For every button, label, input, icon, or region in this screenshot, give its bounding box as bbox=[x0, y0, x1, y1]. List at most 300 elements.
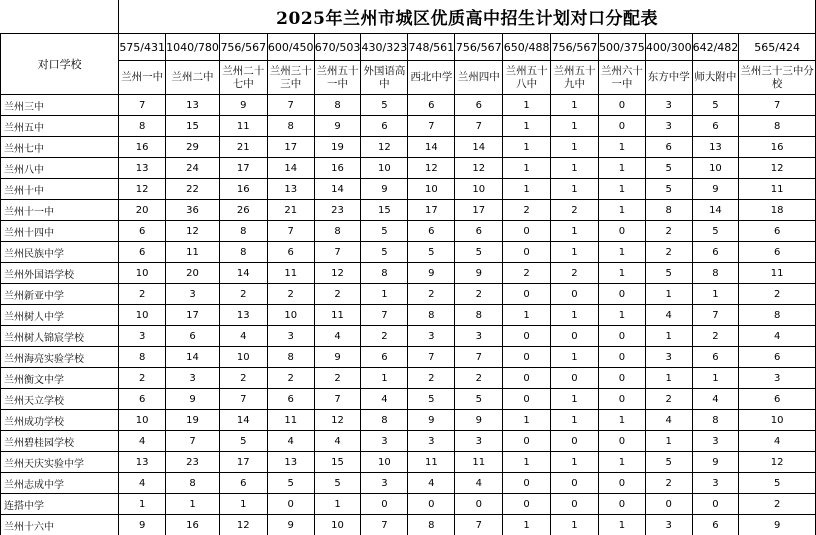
allocation-cell: 7 bbox=[361, 305, 408, 326]
school-name-cell: 兰州十四中 bbox=[1, 221, 119, 242]
allocation-cell: 12 bbox=[739, 452, 816, 473]
allocation-cell: 14 bbox=[219, 263, 267, 284]
allocation-rows bbox=[1, 95, 816, 535]
allocation-cell: 6 bbox=[739, 242, 816, 263]
allocation-cell: 7 bbox=[219, 389, 267, 410]
allocation-cell: 4 bbox=[314, 326, 361, 347]
allocation-cell: 10 bbox=[119, 263, 166, 284]
allocation-cell: 1 bbox=[598, 305, 645, 326]
allocation-cell: 8 bbox=[645, 200, 692, 221]
allocation-cell: 5 bbox=[645, 452, 692, 473]
allocation-cell: 14 bbox=[408, 137, 455, 158]
allocation-cell: 3 bbox=[361, 473, 408, 494]
allocation-cell: 7 bbox=[267, 221, 314, 242]
allocation-cell: 1 bbox=[551, 158, 599, 179]
allocation-cell: 15 bbox=[314, 452, 361, 473]
allocation-cell: 4 bbox=[739, 431, 816, 452]
allocation-cell: 12 bbox=[408, 158, 455, 179]
allocation-cell: 2 bbox=[645, 473, 692, 494]
allocation-cell: 29 bbox=[166, 137, 220, 158]
allocation-cell: 0 bbox=[503, 431, 551, 452]
allocation-cell: 9 bbox=[267, 515, 314, 535]
allocation-cell: 3 bbox=[739, 368, 816, 389]
allocation-cell: 8 bbox=[219, 221, 267, 242]
allocation-cell: 18 bbox=[739, 200, 816, 221]
allocation-cell: 1 bbox=[503, 158, 551, 179]
allocation-cell: 4 bbox=[692, 389, 739, 410]
allocation-cell: 0 bbox=[551, 284, 599, 305]
allocation-cell: 0 bbox=[408, 494, 455, 515]
allocation-cell: 1 bbox=[598, 515, 645, 535]
table-row bbox=[1, 284, 816, 305]
allocation-cell: 17 bbox=[455, 200, 503, 221]
quota-cell: 500/375 bbox=[598, 34, 645, 61]
allocation-cell: 6 bbox=[166, 326, 220, 347]
quota-cell: 650/488 bbox=[503, 34, 551, 61]
corner-label: 对口学校 bbox=[1, 34, 119, 95]
allocation-cell: 9 bbox=[166, 389, 220, 410]
allocation-cell: 10 bbox=[692, 158, 739, 179]
allocation-cell: 1 bbox=[598, 410, 645, 431]
allocation-cell: 8 bbox=[119, 347, 166, 368]
allocation-cell: 1 bbox=[503, 179, 551, 200]
allocation-cell: 0 bbox=[598, 95, 645, 116]
allocation-cell: 1 bbox=[645, 326, 692, 347]
allocation-cell: 17 bbox=[219, 158, 267, 179]
allocation-cell: 14 bbox=[692, 200, 739, 221]
allocation-cell: 2 bbox=[314, 284, 361, 305]
title-blank-cell bbox=[1, 0, 119, 34]
allocation-cell: 9 bbox=[455, 410, 503, 431]
allocation-cell: 9 bbox=[408, 263, 455, 284]
allocation-cell: 11 bbox=[267, 410, 314, 431]
allocation-cell: 0 bbox=[503, 347, 551, 368]
allocation-cell: 11 bbox=[455, 452, 503, 473]
allocation-cell: 12 bbox=[219, 515, 267, 535]
high-school-name: 东方中学 bbox=[645, 61, 692, 95]
allocation-cell: 7 bbox=[314, 389, 361, 410]
table-row bbox=[1, 368, 816, 389]
allocation-cell: 12 bbox=[166, 221, 220, 242]
allocation-cell: 11 bbox=[739, 263, 816, 284]
allocation-cell: 4 bbox=[119, 473, 166, 494]
allocation-cell: 1 bbox=[503, 116, 551, 137]
school-name-cell: 兰州海亮实验学校 bbox=[1, 347, 119, 368]
allocation-cell: 10 bbox=[361, 158, 408, 179]
allocation-cell: 0 bbox=[503, 284, 551, 305]
allocation-cell: 17 bbox=[267, 137, 314, 158]
allocation-cell: 11 bbox=[314, 305, 361, 326]
allocation-cell: 6 bbox=[455, 221, 503, 242]
allocation-cell: 4 bbox=[645, 305, 692, 326]
quota-cell: 1040/780 bbox=[166, 34, 220, 61]
allocation-cell: 1 bbox=[551, 221, 599, 242]
allocation-cell: 4 bbox=[645, 410, 692, 431]
allocation-cell: 0 bbox=[455, 494, 503, 515]
quota-cell: 600/450 bbox=[267, 34, 314, 61]
allocation-cell: 6 bbox=[361, 347, 408, 368]
allocation-cell: 6 bbox=[739, 221, 816, 242]
allocation-cell: 10 bbox=[455, 179, 503, 200]
allocation-cell: 20 bbox=[119, 200, 166, 221]
allocation-cell: 2 bbox=[119, 368, 166, 389]
allocation-cell: 5 bbox=[361, 242, 408, 263]
allocation-cell: 3 bbox=[692, 473, 739, 494]
allocation-cell: 1 bbox=[551, 452, 599, 473]
allocation-cell: 14 bbox=[455, 137, 503, 158]
school-name-cell: 兰州志成中学 bbox=[1, 473, 119, 494]
allocation-cell: 8 bbox=[408, 305, 455, 326]
allocation-cell: 8 bbox=[219, 242, 267, 263]
allocation-cell: 13 bbox=[267, 179, 314, 200]
allocation-cell: 2 bbox=[314, 368, 361, 389]
school-name-cell: 兰州衡文中学 bbox=[1, 368, 119, 389]
allocation-cell: 9 bbox=[692, 452, 739, 473]
allocation-cell: 16 bbox=[166, 515, 220, 535]
allocation-cell: 0 bbox=[503, 494, 551, 515]
allocation-cell: 3 bbox=[408, 326, 455, 347]
allocation-cell: 19 bbox=[166, 410, 220, 431]
allocation-cell: 19 bbox=[314, 137, 361, 158]
allocation-cell: 8 bbox=[692, 410, 739, 431]
allocation-cell: 1 bbox=[503, 410, 551, 431]
quota-cell: 575/431 bbox=[119, 34, 166, 61]
allocation-cell: 6 bbox=[739, 389, 816, 410]
allocation-cell: 13 bbox=[166, 95, 220, 116]
allocation-cell: 1 bbox=[361, 284, 408, 305]
quota-cell: 565/424 bbox=[739, 34, 816, 61]
allocation-cell: 3 bbox=[119, 326, 166, 347]
allocation-cell: 11 bbox=[267, 263, 314, 284]
allocation-cell: 7 bbox=[166, 431, 220, 452]
allocation-cell: 8 bbox=[166, 473, 220, 494]
allocation-cell: 0 bbox=[598, 221, 645, 242]
allocation-cell: 0 bbox=[503, 389, 551, 410]
allocation-cell: 0 bbox=[598, 431, 645, 452]
allocation-cell: 16 bbox=[119, 137, 166, 158]
allocation-cell: 8 bbox=[361, 410, 408, 431]
allocation-cell: 1 bbox=[503, 305, 551, 326]
allocation-cell: 1 bbox=[598, 452, 645, 473]
allocation-cell: 5 bbox=[408, 242, 455, 263]
table-row bbox=[1, 452, 816, 473]
allocation-cell: 0 bbox=[551, 368, 599, 389]
high-school-name: 外国语高中 bbox=[361, 61, 408, 95]
quota-header-row bbox=[1, 34, 816, 61]
allocation-cell: 10 bbox=[739, 410, 816, 431]
allocation-cell: 14 bbox=[267, 158, 314, 179]
allocation-cell: 1 bbox=[598, 200, 645, 221]
allocation-cell: 6 bbox=[739, 347, 816, 368]
allocation-cell: 8 bbox=[739, 116, 816, 137]
allocation-cell: 0 bbox=[598, 116, 645, 137]
quota-cell: 670/503 bbox=[314, 34, 361, 61]
allocation-cell: 5 bbox=[692, 221, 739, 242]
allocation-cell: 0 bbox=[503, 368, 551, 389]
allocation-cell: 13 bbox=[119, 452, 166, 473]
allocation-cell: 0 bbox=[598, 389, 645, 410]
high-school-name: 兰州三十三中分校 bbox=[739, 61, 816, 95]
allocation-cell: 9 bbox=[314, 347, 361, 368]
allocation-cell: 2 bbox=[455, 284, 503, 305]
allocation-cell: 0 bbox=[503, 326, 551, 347]
allocation-cell: 2 bbox=[267, 284, 314, 305]
table-row bbox=[1, 200, 816, 221]
allocation-cell: 6 bbox=[361, 116, 408, 137]
quota-cell: 400/300 bbox=[645, 34, 692, 61]
high-school-name: 兰州五十八中 bbox=[503, 61, 551, 95]
quota-cell: 748/561 bbox=[408, 34, 455, 61]
allocation-cell: 2 bbox=[119, 284, 166, 305]
allocation-cell: 12 bbox=[361, 137, 408, 158]
allocation-cell: 0 bbox=[645, 494, 692, 515]
allocation-cell: 0 bbox=[551, 473, 599, 494]
allocation-cell: 9 bbox=[408, 410, 455, 431]
school-name-cell: 兰州树人中学 bbox=[1, 305, 119, 326]
allocation-cell: 3 bbox=[455, 431, 503, 452]
allocation-cell: 1 bbox=[361, 368, 408, 389]
allocation-cell: 3 bbox=[166, 368, 220, 389]
allocation-cell: 1 bbox=[503, 137, 551, 158]
table-row bbox=[1, 179, 816, 200]
allocation-cell: 0 bbox=[598, 284, 645, 305]
allocation-cell: 1 bbox=[551, 242, 599, 263]
allocation-cell: 6 bbox=[119, 389, 166, 410]
quota-cell: 756/567 bbox=[219, 34, 267, 61]
allocation-cell: 0 bbox=[551, 494, 599, 515]
allocation-cell: 36 bbox=[166, 200, 220, 221]
allocation-cell: 6 bbox=[692, 515, 739, 535]
quota-cell: 430/323 bbox=[361, 34, 408, 61]
allocation-cell: 3 bbox=[408, 431, 455, 452]
allocation-cell: 9 bbox=[119, 515, 166, 535]
allocation-cell: 12 bbox=[314, 410, 361, 431]
allocation-cell: 7 bbox=[692, 305, 739, 326]
school-name-cell: 兰州外国语学校 bbox=[1, 263, 119, 284]
table-row bbox=[1, 326, 816, 347]
allocation-cell: 13 bbox=[692, 137, 739, 158]
allocation-cell: 2 bbox=[645, 242, 692, 263]
allocation-cell: 10 bbox=[119, 410, 166, 431]
school-name-cell: 兰州八中 bbox=[1, 158, 119, 179]
high-school-name: 兰州四中 bbox=[455, 61, 503, 95]
allocation-cell: 5 bbox=[739, 473, 816, 494]
allocation-cell: 24 bbox=[166, 158, 220, 179]
allocation-cell: 5 bbox=[645, 263, 692, 284]
allocation-cell: 10 bbox=[119, 305, 166, 326]
allocation-cell: 2 bbox=[267, 368, 314, 389]
allocation-cell: 7 bbox=[361, 515, 408, 535]
allocation-cell: 17 bbox=[408, 200, 455, 221]
allocation-cell: 11 bbox=[166, 242, 220, 263]
allocation-cell: 6 bbox=[692, 116, 739, 137]
school-name-cell: 兰州新亚中学 bbox=[1, 284, 119, 305]
allocation-cell: 1 bbox=[598, 263, 645, 284]
allocation-cell: 0 bbox=[598, 368, 645, 389]
allocation-cell: 0 bbox=[503, 242, 551, 263]
allocation-cell: 5 bbox=[361, 221, 408, 242]
allocation-cell: 9 bbox=[739, 515, 816, 535]
page-title: 2025年兰州市城区优质高中招生计划对口分配表 bbox=[119, 0, 816, 34]
allocation-cell: 5 bbox=[645, 158, 692, 179]
allocation-cell: 5 bbox=[361, 95, 408, 116]
allocation-cell: 0 bbox=[692, 494, 739, 515]
allocation-cell: 7 bbox=[408, 116, 455, 137]
allocation-cell: 0 bbox=[361, 494, 408, 515]
school-name-cell: 兰州树人锦宸学校 bbox=[1, 326, 119, 347]
allocation-cell: 12 bbox=[739, 158, 816, 179]
allocation-cell: 13 bbox=[119, 158, 166, 179]
high-school-name: 兰州五十一中 bbox=[314, 61, 361, 95]
high-school-name: 兰州三十三中 bbox=[267, 61, 314, 95]
table-row bbox=[1, 242, 816, 263]
allocation-cell: 2 bbox=[219, 368, 267, 389]
allocation-cell: 5 bbox=[219, 431, 267, 452]
allocation-cell: 6 bbox=[692, 242, 739, 263]
high-school-name: 兰州二中 bbox=[166, 61, 220, 95]
allocation-cell: 0 bbox=[598, 473, 645, 494]
allocation-cell: 2 bbox=[219, 284, 267, 305]
school-name-cell: 兰州碧桂园学校 bbox=[1, 431, 119, 452]
school-name-cell: 兰州七中 bbox=[1, 137, 119, 158]
school-name-cell: 兰州天庆实验中学 bbox=[1, 452, 119, 473]
allocation-cell: 1 bbox=[503, 515, 551, 535]
allocation-cell: 5 bbox=[408, 389, 455, 410]
table-row bbox=[1, 116, 816, 137]
allocation-cell: 4 bbox=[361, 389, 408, 410]
school-name-cell: 兰州天立学校 bbox=[1, 389, 119, 410]
school-name-cell: 兰州五中 bbox=[1, 116, 119, 137]
allocation-cell: 0 bbox=[503, 221, 551, 242]
allocation-cell: 1 bbox=[551, 515, 599, 535]
allocation-cell: 7 bbox=[455, 515, 503, 535]
allocation-cell: 4 bbox=[119, 431, 166, 452]
allocation-cell: 14 bbox=[314, 179, 361, 200]
table-row bbox=[1, 221, 816, 242]
allocation-cell: 4 bbox=[408, 473, 455, 494]
allocation-cell: 17 bbox=[219, 452, 267, 473]
allocation-cell: 4 bbox=[455, 473, 503, 494]
table-row bbox=[1, 263, 816, 284]
allocation-cell: 2 bbox=[503, 200, 551, 221]
allocation-cell: 16 bbox=[314, 158, 361, 179]
school-name-cell: 兰州十中 bbox=[1, 179, 119, 200]
table-row bbox=[1, 347, 816, 368]
allocation-cell: 2 bbox=[739, 284, 816, 305]
school-name-cell: 兰州三中 bbox=[1, 95, 119, 116]
table-row bbox=[1, 473, 816, 494]
allocation-cell: 7 bbox=[408, 347, 455, 368]
allocation-cell: 12 bbox=[455, 158, 503, 179]
table-row bbox=[1, 431, 816, 452]
high-school-name: 兰州六十一中 bbox=[598, 61, 645, 95]
allocation-cell: 2 bbox=[551, 200, 599, 221]
allocation-cell: 15 bbox=[361, 200, 408, 221]
allocation-cell: 2 bbox=[408, 368, 455, 389]
table-row bbox=[1, 494, 816, 515]
allocation-cell: 5 bbox=[455, 389, 503, 410]
allocation-cell: 3 bbox=[692, 431, 739, 452]
allocation-cell: 1 bbox=[551, 137, 599, 158]
table-row bbox=[1, 410, 816, 431]
allocation-cell: 1 bbox=[119, 494, 166, 515]
allocation-cell: 11 bbox=[739, 179, 816, 200]
allocation-cell: 10 bbox=[361, 452, 408, 473]
allocation-cell: 7 bbox=[455, 116, 503, 137]
quota-cell: 756/567 bbox=[455, 34, 503, 61]
allocation-cell: 2 bbox=[408, 284, 455, 305]
allocation-cell: 2 bbox=[551, 263, 599, 284]
allocation-cell: 10 bbox=[267, 305, 314, 326]
allocation-cell: 2 bbox=[645, 389, 692, 410]
allocation-cell: 21 bbox=[267, 200, 314, 221]
allocation-cell: 5 bbox=[267, 473, 314, 494]
allocation-cell: 12 bbox=[119, 179, 166, 200]
table-row bbox=[1, 389, 816, 410]
school-name-header-row bbox=[1, 61, 816, 95]
allocation-cell: 3 bbox=[645, 95, 692, 116]
allocation-cell: 8 bbox=[314, 221, 361, 242]
allocation-cell: 21 bbox=[219, 137, 267, 158]
allocation-cell: 6 bbox=[455, 95, 503, 116]
allocation-cell: 1 bbox=[645, 368, 692, 389]
allocation-cell: 9 bbox=[314, 116, 361, 137]
allocation-cell: 0 bbox=[598, 326, 645, 347]
allocation-cell: 5 bbox=[314, 473, 361, 494]
allocation-cell: 3 bbox=[645, 116, 692, 137]
table-row bbox=[1, 95, 816, 116]
allocation-cell: 0 bbox=[267, 494, 314, 515]
allocation-cell: 23 bbox=[166, 452, 220, 473]
high-school-name: 兰州五十九中 bbox=[551, 61, 599, 95]
allocation-cell: 5 bbox=[645, 179, 692, 200]
allocation-cell: 6 bbox=[219, 473, 267, 494]
allocation-cell: 9 bbox=[219, 95, 267, 116]
allocation-cell: 6 bbox=[119, 221, 166, 242]
allocation-cell: 1 bbox=[645, 431, 692, 452]
high-school-name: 师大附中 bbox=[692, 61, 739, 95]
school-name-cell: 连搭中学 bbox=[1, 494, 119, 515]
allocation-cell: 7 bbox=[455, 347, 503, 368]
allocation-cell: 17 bbox=[166, 305, 220, 326]
allocation-cell: 26 bbox=[219, 200, 267, 221]
allocation-cell: 1 bbox=[598, 179, 645, 200]
allocation-cell: 1 bbox=[551, 347, 599, 368]
quota-cell: 756/567 bbox=[551, 34, 599, 61]
allocation-cell: 2 bbox=[739, 494, 816, 515]
allocation-cell: 14 bbox=[166, 347, 220, 368]
allocation-cell: 8 bbox=[314, 95, 361, 116]
allocation-cell: 2 bbox=[645, 221, 692, 242]
allocation-cell: 16 bbox=[739, 137, 816, 158]
allocation-cell: 3 bbox=[267, 326, 314, 347]
allocation-cell: 7 bbox=[314, 242, 361, 263]
allocation-cell: 4 bbox=[739, 326, 816, 347]
allocation-cell: 4 bbox=[219, 326, 267, 347]
title-row bbox=[1, 0, 816, 34]
allocation-cell: 1 bbox=[551, 410, 599, 431]
allocation-cell: 10 bbox=[314, 515, 361, 535]
allocation-cell: 1 bbox=[219, 494, 267, 515]
allocation-cell: 1 bbox=[551, 116, 599, 137]
allocation-cell: 22 bbox=[166, 179, 220, 200]
allocation-cell: 8 bbox=[361, 263, 408, 284]
allocation-cell: 8 bbox=[692, 263, 739, 284]
allocation-cell: 10 bbox=[219, 347, 267, 368]
allocation-cell: 6 bbox=[645, 137, 692, 158]
allocation-cell: 1 bbox=[692, 368, 739, 389]
allocation-cell: 1 bbox=[551, 95, 599, 116]
